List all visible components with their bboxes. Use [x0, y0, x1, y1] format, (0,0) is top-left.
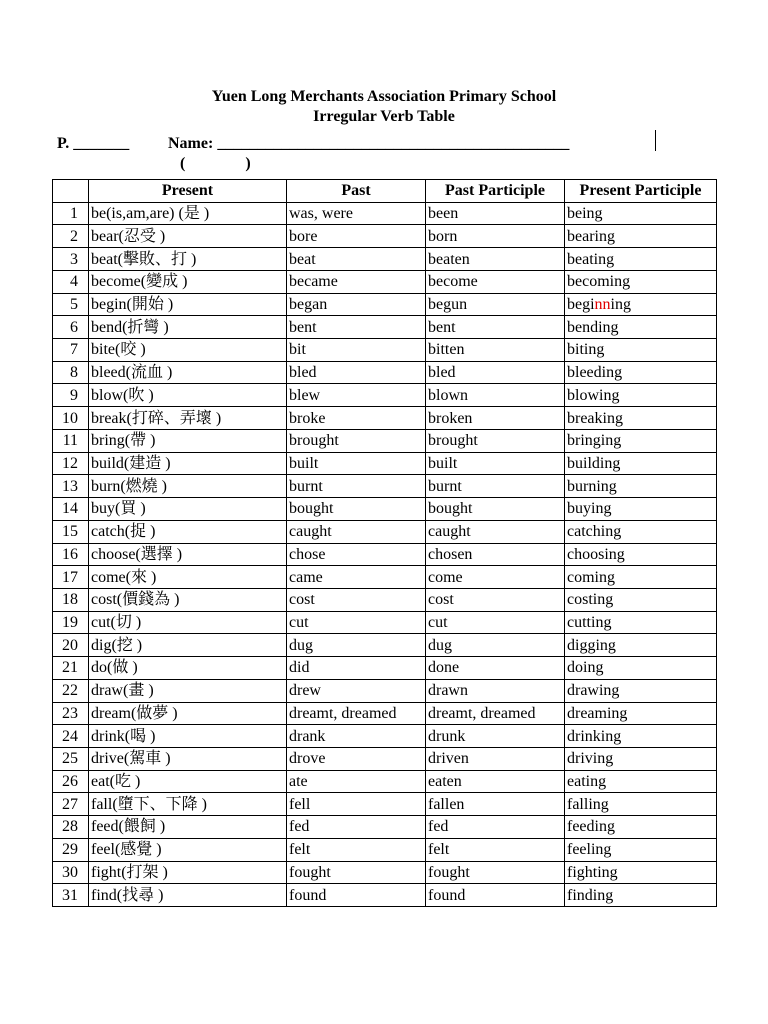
present-participle-cell: bleeding [565, 361, 717, 384]
present-participle-cell: catching [565, 520, 717, 543]
past-cell: cut [287, 611, 426, 634]
col-header-past: Past [287, 180, 426, 203]
past-cell: drank [287, 725, 426, 748]
past-participle-cell: bitten [426, 339, 565, 362]
present-participle-cell: becoming [565, 270, 717, 293]
present-participle-cell: being [565, 202, 717, 225]
present-participle-cell: coming [565, 566, 717, 589]
present-participle-cell: burning [565, 475, 717, 498]
past-participle-cell: fought [426, 861, 565, 884]
past-cell: found [287, 884, 426, 907]
table-row [53, 838, 717, 861]
present-participle-cell: feeding [565, 816, 717, 839]
present-cell: find(找尋 ) [89, 884, 287, 907]
past-participle-cell: broken [426, 407, 565, 430]
past-participle-cell: become [426, 270, 565, 293]
present-cell: drink(喝 ) [89, 725, 287, 748]
present-cell: burn(燃燒 ) [89, 475, 287, 498]
row-number: 22 [53, 679, 89, 702]
present-participle-cell: bringing [565, 429, 717, 452]
present-participle-cell: building [565, 452, 717, 475]
past-participle-cell: fallen [426, 793, 565, 816]
present-participle-cell: beating [565, 248, 717, 271]
word-part: ing [610, 295, 631, 313]
past-participle-cell: eaten [426, 770, 565, 793]
table-header-row [53, 180, 717, 203]
row-number: 5 [53, 293, 89, 316]
present-participle-cell: doing [565, 657, 717, 680]
col-header-present-participle: Present Participle [565, 180, 717, 203]
present-cell: break(打碎、弄壞 ) [89, 407, 287, 430]
past-cell: bit [287, 339, 426, 362]
past-cell: beat [287, 248, 426, 271]
table-row [53, 520, 717, 543]
past-participle-cell: built [426, 452, 565, 475]
row-number: 16 [53, 543, 89, 566]
present-participle-cell: choosing [565, 543, 717, 566]
table-row [53, 679, 717, 702]
row-number: 1 [53, 202, 89, 225]
present-cell: dig(挖 ) [89, 634, 287, 657]
row-number: 19 [53, 611, 89, 634]
col-header-past-participle: Past Participle [426, 180, 565, 203]
past-participle-cell: blown [426, 384, 565, 407]
row-number: 10 [53, 407, 89, 430]
past-participle-cell: cut [426, 611, 565, 634]
row-number: 7 [53, 339, 89, 362]
table-row [53, 270, 717, 293]
present-cell: eat(吃 ) [89, 770, 287, 793]
row-number: 11 [53, 429, 89, 452]
present-cell: fight(打架 ) [89, 861, 287, 884]
table-row [53, 316, 717, 339]
past-cell: broke [287, 407, 426, 430]
past-cell: felt [287, 838, 426, 861]
table-row [53, 248, 717, 271]
present-cell: bite(咬 ) [89, 339, 287, 362]
present-cell: bleed(流血 ) [89, 361, 287, 384]
present-participle-cell: feeling [565, 838, 717, 861]
document-title: Irregular Verb Table [313, 108, 455, 125]
table-row [53, 543, 717, 566]
past-participle-cell: drunk [426, 725, 565, 748]
row-number: 21 [53, 657, 89, 680]
row-number: 27 [53, 793, 89, 816]
verb-table-body [53, 202, 717, 906]
row-number: 9 [53, 384, 89, 407]
table-row [53, 861, 717, 884]
table-row [53, 793, 717, 816]
past-participle-cell: chosen [426, 543, 565, 566]
row-number: 2 [53, 225, 89, 248]
present-cell: cut(切 ) [89, 611, 287, 634]
past-participle-cell: bought [426, 498, 565, 521]
table-row [53, 747, 717, 770]
present-participle-cell: blowing [565, 384, 717, 407]
present-participle-cell: digging [565, 634, 717, 657]
table-row [53, 293, 717, 316]
present-participle-cell: falling [565, 793, 717, 816]
past-cell: came [287, 566, 426, 589]
present-cell: begin(開始 ) [89, 293, 287, 316]
present-participle-cell: buying [565, 498, 717, 521]
present-participle-cell: breaking [565, 407, 717, 430]
present-cell: dream(做夢 ) [89, 702, 287, 725]
present-cell: build(建造 ) [89, 452, 287, 475]
table-row [53, 770, 717, 793]
table-row [53, 657, 717, 680]
row-number: 31 [53, 884, 89, 907]
row-number: 12 [53, 452, 89, 475]
present-cell: draw(畫 ) [89, 679, 287, 702]
present-cell: do(做 ) [89, 657, 287, 680]
past-participle-cell: caught [426, 520, 565, 543]
doubled-letters-highlight: nn [594, 295, 611, 313]
past-participle-cell: bent [426, 316, 565, 339]
row-number: 23 [53, 702, 89, 725]
past-participle-cell: brought [426, 429, 565, 452]
table-row [53, 452, 717, 475]
past-cell: drew [287, 679, 426, 702]
col-header-number [53, 180, 89, 203]
row-number: 29 [53, 838, 89, 861]
row-number: 26 [53, 770, 89, 793]
past-cell: bought [287, 498, 426, 521]
present-cell: buy(買 ) [89, 498, 287, 521]
present-cell: bear(忍受 ) [89, 225, 287, 248]
present-participle-cell: drinking [565, 725, 717, 748]
past-participle-cell: fed [426, 816, 565, 839]
present-cell: feel(感覺 ) [89, 838, 287, 861]
present-cell: beat(擊敗、打 ) [89, 248, 287, 271]
present-cell: catch(捉 ) [89, 520, 287, 543]
past-participle-cell: been [426, 202, 565, 225]
past-participle-cell: done [426, 657, 565, 680]
past-cell: chose [287, 543, 426, 566]
row-number: 3 [53, 248, 89, 271]
row-number: 20 [53, 634, 89, 657]
present-participle-cell: biting [565, 339, 717, 362]
past-cell: fell [287, 793, 426, 816]
present-participle-cell: bending [565, 316, 717, 339]
present-participle-cell [565, 293, 717, 316]
past-cell: brought [287, 429, 426, 452]
present-participle-cell: finding [565, 884, 717, 907]
row-number: 13 [53, 475, 89, 498]
past-cell: drove [287, 747, 426, 770]
present-cell: bend(折彎 ) [89, 316, 287, 339]
past-participle-cell: come [426, 566, 565, 589]
past-participle-cell: found [426, 884, 565, 907]
past-participle-cell: dreamt, dreamed [426, 702, 565, 725]
row-number: 18 [53, 588, 89, 611]
present-participle-cell: drawing [565, 679, 717, 702]
table-row [53, 429, 717, 452]
school-name: Yuen Long Merchants Association Primary School [211, 88, 557, 105]
table-row [53, 202, 717, 225]
present-cell: blow(吹 ) [89, 384, 287, 407]
row-number: 25 [53, 747, 89, 770]
row-number: 14 [53, 498, 89, 521]
past-participle-cell: bled [426, 361, 565, 384]
present-cell: become(變成 ) [89, 270, 287, 293]
name-field: Name: ____________________________________________ [168, 135, 570, 152]
verb-table [52, 179, 717, 907]
past-participle-cell: cost [426, 588, 565, 611]
table-row [53, 725, 717, 748]
class-field: P. _______ [57, 135, 130, 152]
past-cell: dug [287, 634, 426, 657]
table-row [53, 566, 717, 589]
row-number: 28 [53, 816, 89, 839]
past-participle-cell: beaten [426, 248, 565, 271]
past-participle-cell: dug [426, 634, 565, 657]
row-number: 15 [53, 520, 89, 543]
table-row [53, 588, 717, 611]
row-number: 24 [53, 725, 89, 748]
table-row [53, 339, 717, 362]
table-row [53, 634, 717, 657]
table-row [53, 225, 717, 248]
past-cell: built [287, 452, 426, 475]
present-participle-cell: cutting [565, 611, 717, 634]
table-row [53, 702, 717, 725]
past-cell: was, were [287, 202, 426, 225]
present-participle-cell: bearing [565, 225, 717, 248]
present-cell: choose(選擇 ) [89, 543, 287, 566]
table-row [53, 884, 717, 907]
text-cursor [655, 130, 656, 151]
past-cell: bent [287, 316, 426, 339]
present-participle-cell: eating [565, 770, 717, 793]
present-cell: come(來 ) [89, 566, 287, 589]
table-row [53, 611, 717, 634]
present-cell: drive(駕車 ) [89, 747, 287, 770]
past-cell: caught [287, 520, 426, 543]
col-header-present: Present [89, 180, 287, 203]
past-cell: fought [287, 861, 426, 884]
row-number: 30 [53, 861, 89, 884]
past-participle-cell: felt [426, 838, 565, 861]
present-cell: bring(帶 ) [89, 429, 287, 452]
table-row [53, 498, 717, 521]
present-participle-cell: dreaming [565, 702, 717, 725]
past-cell: did [287, 657, 426, 680]
past-participle-cell: born [426, 225, 565, 248]
present-cell: cost(價錢為 ) [89, 588, 287, 611]
present-cell: be(is,am,are) (是 ) [89, 202, 287, 225]
past-cell: cost [287, 588, 426, 611]
past-cell: became [287, 270, 426, 293]
present-participle-cell: driving [565, 747, 717, 770]
class-number-field: ( ) [180, 155, 251, 172]
table-row [53, 475, 717, 498]
row-number: 6 [53, 316, 89, 339]
past-cell: bore [287, 225, 426, 248]
past-participle-cell: burnt [426, 475, 565, 498]
word-part: begi [567, 295, 595, 313]
past-cell: blew [287, 384, 426, 407]
table-row [53, 361, 717, 384]
present-participle-cell: costing [565, 588, 717, 611]
table-row [53, 407, 717, 430]
past-participle-cell: drawn [426, 679, 565, 702]
past-cell: ate [287, 770, 426, 793]
row-number: 17 [53, 566, 89, 589]
row-number: 8 [53, 361, 89, 384]
past-cell: fed [287, 816, 426, 839]
past-cell: bled [287, 361, 426, 384]
table-row [53, 816, 717, 839]
row-number: 4 [53, 270, 89, 293]
present-cell: feed(餵飼 ) [89, 816, 287, 839]
table-row [53, 384, 717, 407]
present-participle-cell: fighting [565, 861, 717, 884]
past-cell: began [287, 293, 426, 316]
present-cell: fall(墮下、下降 ) [89, 793, 287, 816]
past-cell: dreamt, dreamed [287, 702, 426, 725]
past-participle-cell: driven [426, 747, 565, 770]
past-cell: burnt [287, 475, 426, 498]
past-participle-cell: begun [426, 293, 565, 316]
